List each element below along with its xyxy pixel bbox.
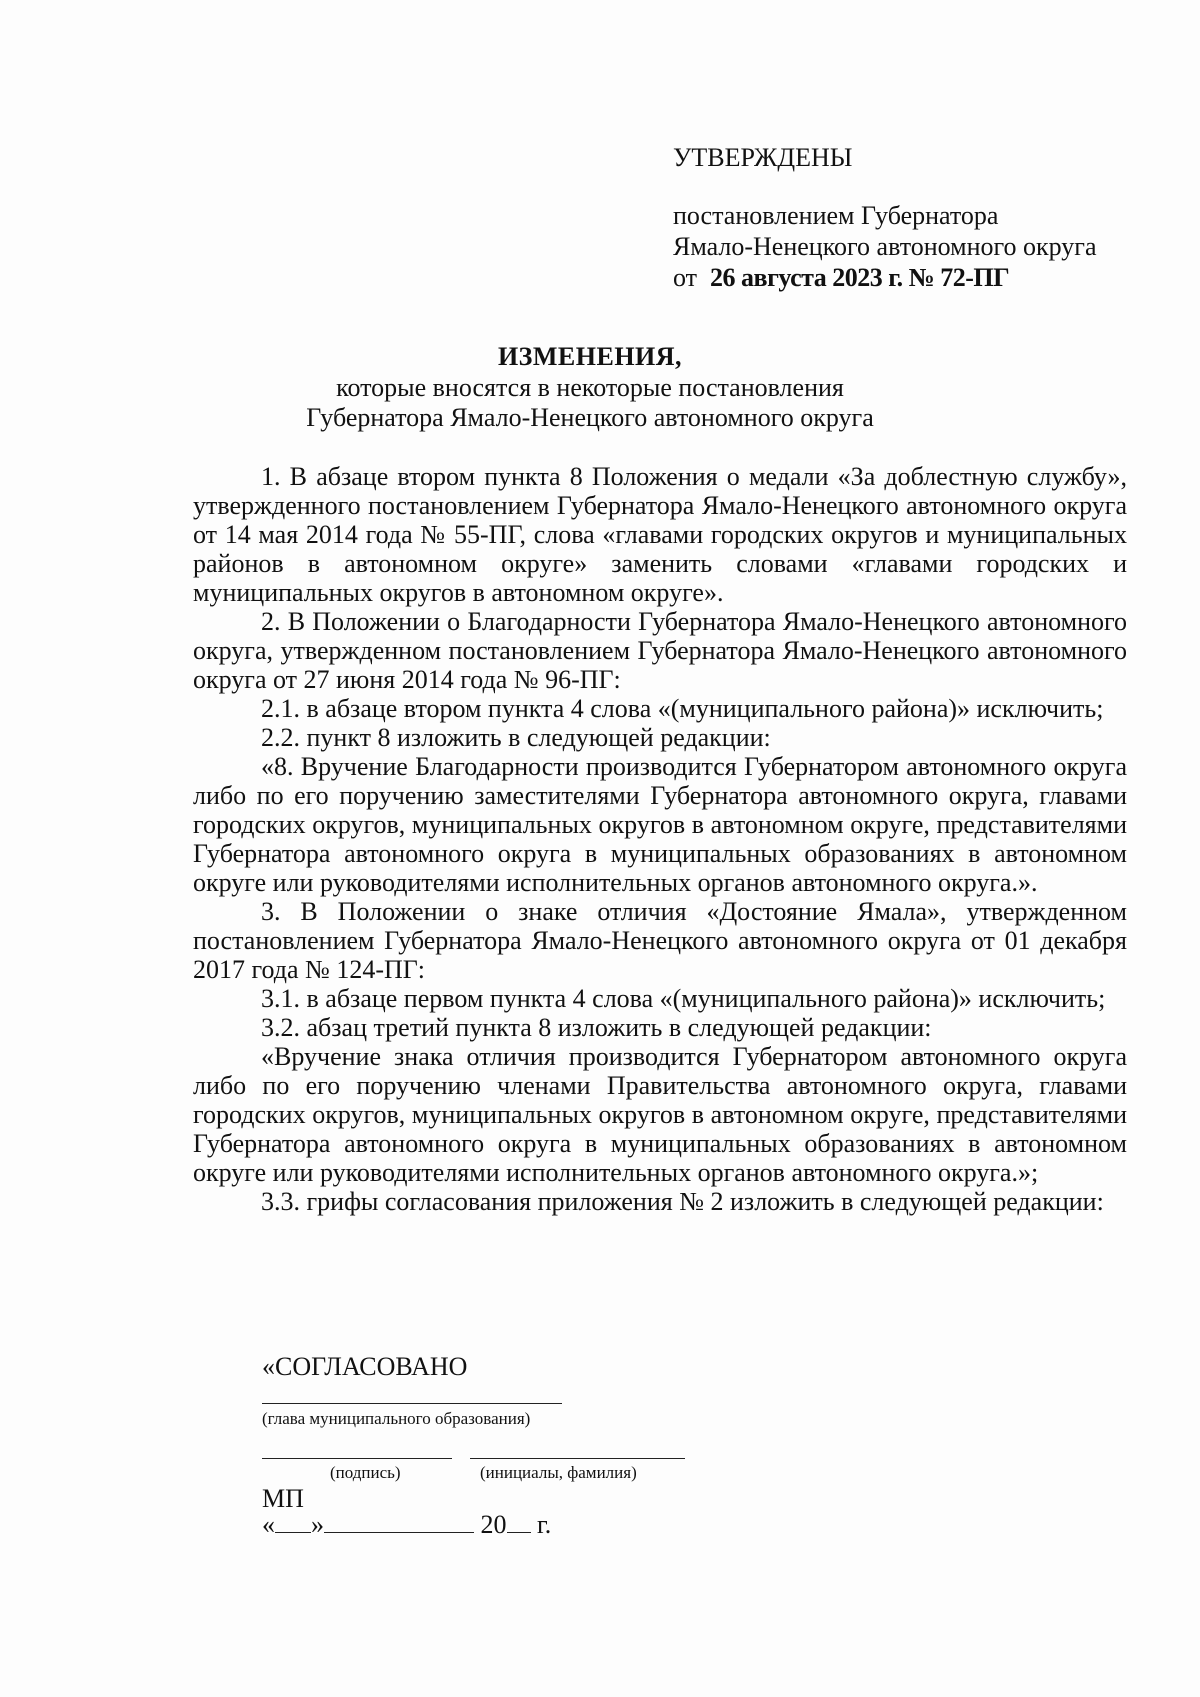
signature-caption: (подпись) xyxy=(330,1463,401,1482)
paragraph-3: 3. В Положении о знаке отличия «Достояние Ямала», утвержденном постановлением Губернатора Ямало-Ненецкого автономного округа от 01 декабря 2017 года № 124-ПГ: xyxy=(193,897,1127,984)
approval-date-value: 26 августа 2023 г. № 72-ПГ xyxy=(710,263,1010,292)
document-title: ИЗМЕНЕНИЯ, xyxy=(497,342,683,371)
document-body xyxy=(193,462,1127,1216)
paragraph-3-3: 3.3. грифы согласования приложения № 2 изложить в следующей редакции: xyxy=(261,1187,1104,1216)
paragraph-3-2-quote: «Вручение знака отличия производится Губернатором автономного округа либо по его поручению членами Правительства автономного округа, главами городских округов, муниципальных округов в автономном округе, представителями Губернатора автономного округа в муниципальных образованиях в автономном округе или руководителями исполнительных органов автономного округа.»; xyxy=(193,1042,1127,1187)
paragraph-3-2: 3.2. абзац третий пункта 8 изложить в следующей редакции: xyxy=(261,1013,932,1042)
year-blank xyxy=(507,1512,531,1533)
paragraph-2-2-quote: «8. Вручение Благодарности производится Губернатором автономного округа либо по его поручению заместителями Губернатора автономного округа, главами городских округов, муниципальных округов в автономном округе, представителями Губернатора автономного округа в муниципальных образованиях в автономном округе или руководителями исполнительных органов автономного округа.». xyxy=(193,752,1127,897)
paragraph-2: 2. В Положении о Благодарности Губернатора Ямало-Ненецкого автономного округа, утвержденном постановлением Губернатора Ямало-Ненецкого автономного округа от 27 июня 2014 года № 96-ПГ: xyxy=(193,607,1127,694)
approval-title: УТВЕРЖДЕНЫ xyxy=(673,143,853,172)
approval-date-prefix: от xyxy=(673,263,698,292)
approval-stamp-title: «СОГЛАСОВАНО xyxy=(262,1352,468,1381)
paragraph-1: 1. В абзаце втором пункта 8 Положения о медали «За доблестную службу», утвержденного постановлением Губернатора Ямало-Ненецкого автономного округа от 14 мая 2014 года № 55-ПГ, слова «главами городских округов и муниципальных районов в автономном округе» заменить словами «главами городских и муниципальных округов в автономном округе». xyxy=(193,462,1127,607)
approval-line-1: постановлением Губернатора xyxy=(673,201,999,230)
month-blank xyxy=(324,1512,474,1533)
head-caption: (глава муниципального образования) xyxy=(262,1409,531,1428)
document-subtitle-2: Губернатора Ямало-Ненецкого автономного округа xyxy=(306,403,874,432)
year-prefix: 20 xyxy=(480,1510,507,1539)
date-line xyxy=(262,1510,551,1540)
year-suffix: г. xyxy=(537,1510,552,1539)
paragraph-2-1: 2.1. в абзаце втором пункта 4 слова «(муниципального района)» исключить; xyxy=(261,694,1104,723)
date-open-quote: « xyxy=(262,1510,275,1539)
name-line xyxy=(470,1458,685,1459)
approval-date-line xyxy=(673,262,1009,294)
day-blank xyxy=(275,1512,311,1533)
signature-line xyxy=(262,1458,452,1459)
approval-line-2: Ямало-Ненецкого автономного округа xyxy=(673,232,1097,261)
stamp-placeholder: МП xyxy=(262,1484,304,1513)
name-caption: (инициалы, фамилия) xyxy=(480,1463,637,1482)
date-close-quote: » xyxy=(311,1510,324,1539)
paragraph-2-2: 2.2. пункт 8 изложить в следующей редакции: xyxy=(261,723,771,752)
document-subtitle-1: которые вносятся в некоторые постановления xyxy=(336,373,844,402)
head-signature-line xyxy=(262,1403,562,1404)
paragraph-3-1: 3.1. в абзаце первом пункта 4 слова «(муниципального района)» исключить; xyxy=(261,984,1106,1013)
